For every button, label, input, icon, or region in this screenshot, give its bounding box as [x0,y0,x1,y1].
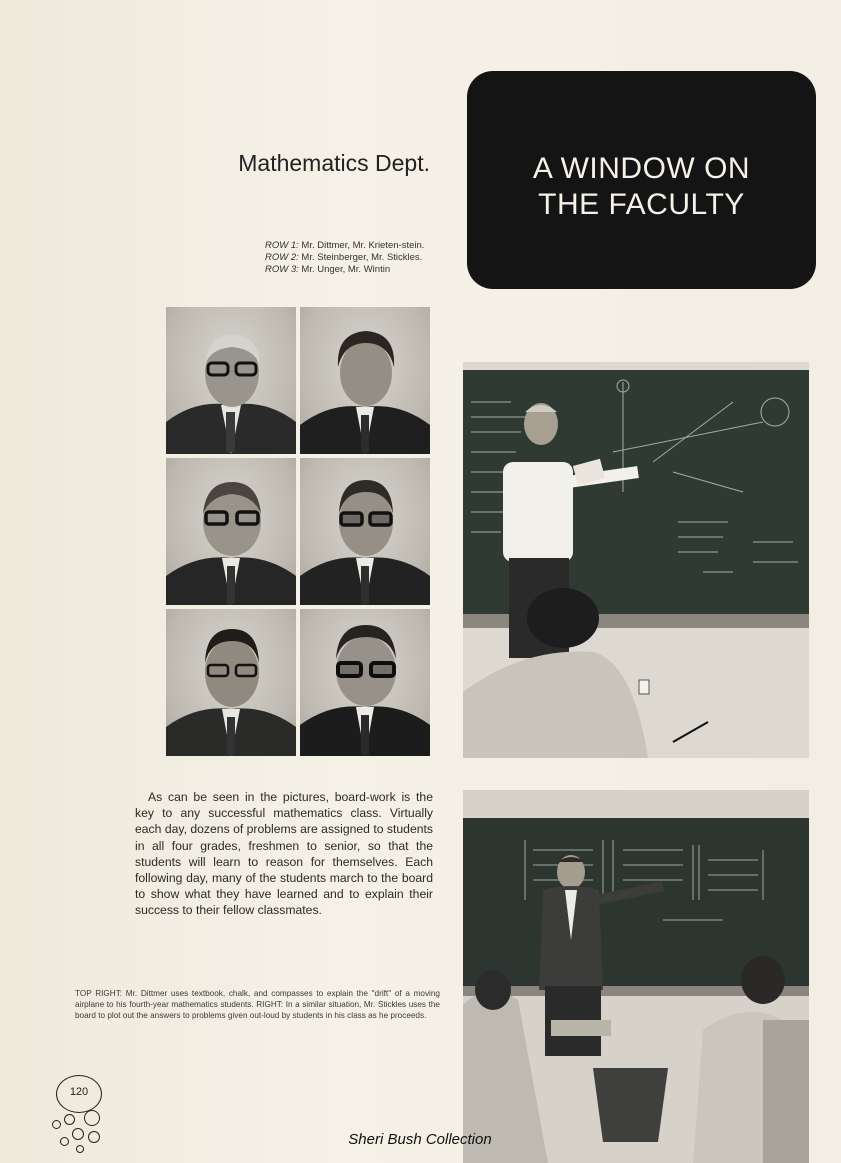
decorative-bubble [76,1145,84,1153]
portrait-dittmer [166,307,296,454]
photo-dittmer-at-chalkboard [463,362,809,758]
banner-title [467,151,816,223]
portrait-wintin [300,609,430,756]
decorative-bubble [72,1128,84,1140]
department-title: Mathematics Dept. [238,150,430,176]
page-number-bubble [56,1075,102,1113]
faculty-portrait-grid [166,307,430,757]
row1-label: ROW 1: [265,240,299,251]
portrait-stickles [300,458,430,605]
row1-names: Mr. Dittmer, Mr. Krieten-stein. [298,240,425,251]
banner-line-1: A WINDOW ON [532,152,751,185]
portrait-unger [166,609,296,756]
portrait-caption [265,240,435,276]
row2-names: Mr. Steinberger, Mr. Stickles. [298,252,423,263]
row2-label: ROW 2: [265,252,299,263]
banner-line-2: THE FACULTY [538,188,745,221]
decorative-bubble [60,1137,69,1146]
row3-label: ROW 3: [265,264,299,275]
collection-watermark: Sheri Bush Collection [348,1131,492,1148]
decorative-bubble [52,1120,61,1129]
title-banner [467,71,816,289]
portrait-steinberger [166,458,296,605]
page-number: 120 [69,1086,89,1098]
portrait-krietenstein [300,307,430,454]
photo-caption: TOP RIGHT: Mr. Dittmer uses textbook, chalk, and compasses to explain the "drift" of a moving airplane to his fourth-year mathematics students. RIGHT: In a similar situation, Mr. Stickles uses the board to plot out the answers to problems given out-loud by students in his class as he proceeds. [75,989,440,1020]
article-body: As can be seen in the pictures, board-work is the key to any successful mathematics class. Virtually each day, dozens of problems are assigned to students in all four grades, freshmen to senior, so that the students will learn to reason for themselves. Each following day, many of the students march to the board to show what they have learned and to explain their success to their fellow classmates. [135,790,433,918]
photo-stickles-at-chalkboard [463,790,809,1163]
decorative-bubble [64,1114,75,1125]
decorative-bubble [84,1110,100,1126]
decorative-bubble [88,1131,100,1143]
row3-names: Mr. Unger, Mr. Wintin [298,264,391,275]
